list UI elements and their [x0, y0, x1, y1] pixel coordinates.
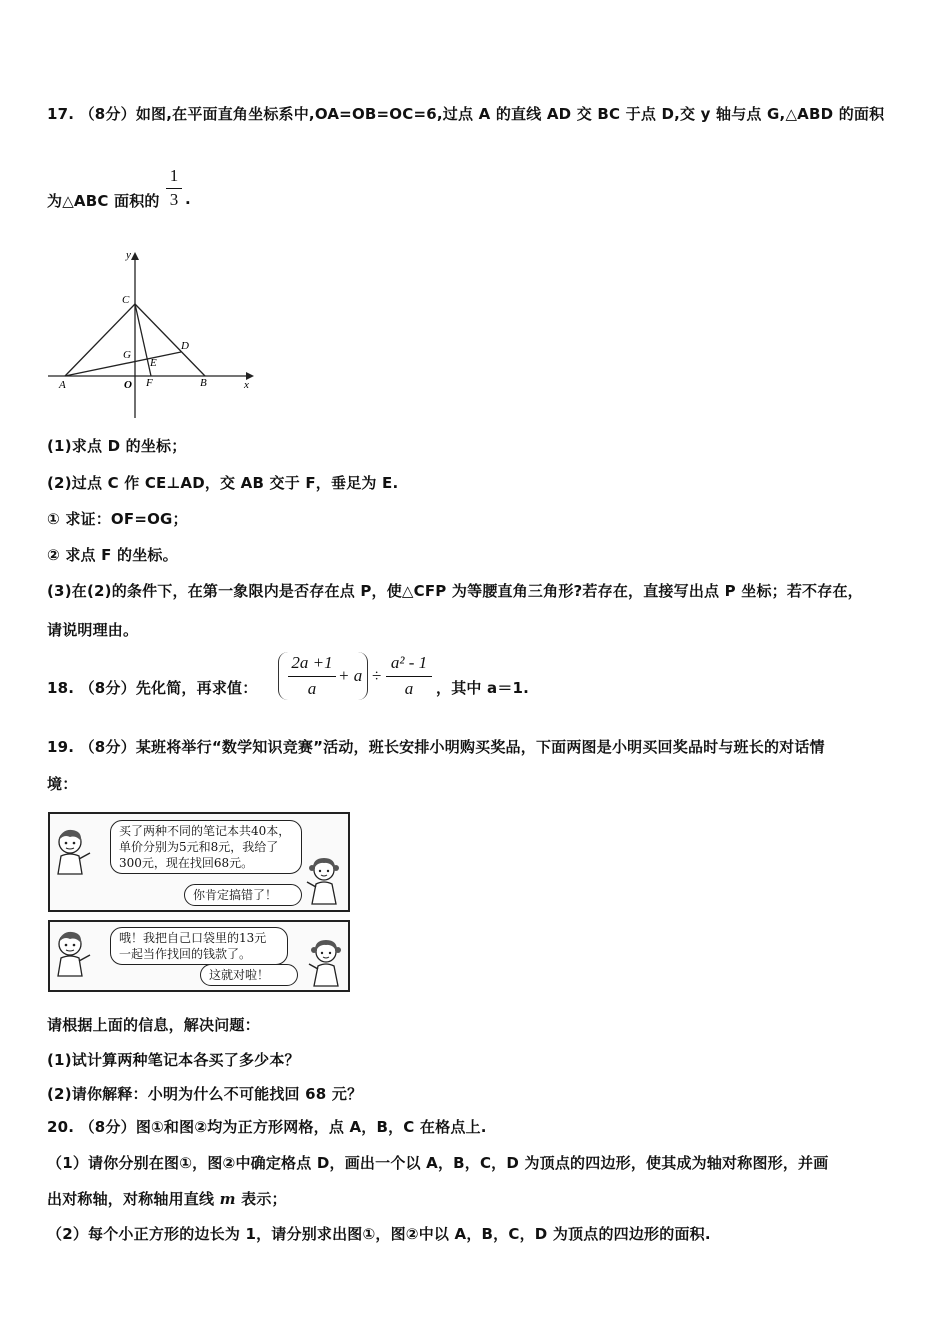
q18-denominator-2: a: [404, 679, 414, 698]
q19-panel2-speech-bubble-2: 这就对啦！: [200, 964, 298, 986]
q19-panel1-bubble1-line2: 单价分别为5元和8元，我给了: [119, 840, 279, 854]
q19-panel2-speech-bubble-1: [110, 927, 288, 965]
q17-part1: (1)求点 D 的坐标；: [47, 437, 187, 455]
q17-part2: (2)过点 C 作 CE⊥AD，交 AB 交于 F，垂足为 E.: [47, 474, 399, 492]
q20-stem: 20. （8分）图①和图②均为正方形网格，点 A，B，C 在格点上.: [47, 1118, 487, 1136]
label-d: D: [181, 340, 189, 352]
q19-stem-line1: 19. （8分）某班将举行“数学知识竞赛”活动，班长安排小明购买奖品，下面两图是小明买回奖品时与班长的对话情: [47, 738, 825, 756]
q17-frac-denominator: 3: [169, 190, 179, 209]
q20-part1-line2: [47, 1188, 287, 1209]
q18-denominator-1: a: [307, 679, 317, 698]
q19-panel1-bubble1-line1: 买了两种不同的笔记本共40本，: [119, 824, 291, 838]
segment-cf: [135, 304, 151, 376]
q17-frac-numerator: 1: [169, 166, 179, 185]
q17-part2-i: ① 求证：OF=OG；: [47, 510, 188, 528]
q17-stem-line2-suffix: .: [185, 190, 191, 208]
q19-panel1-speech-bubble-2: 你肯定搞错了！: [184, 884, 302, 906]
q17-frac-bar: [166, 188, 182, 189]
q20-part1-line2-prefix: 出对称轴，对称轴用直线: [47, 1190, 220, 1208]
q18-numerator-2: a² - 1: [390, 653, 428, 672]
q19-panel1-speech-bubble-1: [110, 820, 302, 874]
q20-part2: （2）每个小正方形的边长为 1，请分别求出图①，图②中以 A，B，C，D 为顶点的四边形的面积.: [47, 1225, 711, 1243]
y-axis-arrow: [131, 252, 139, 260]
q20-part1-line2-suffix: 表示；: [235, 1190, 287, 1208]
boy-illustration-icon: [52, 826, 94, 876]
q19-dialogue-panel-1: [48, 812, 350, 912]
label-c: C: [122, 294, 130, 306]
q20-symbol-m: m: [219, 1190, 236, 1208]
q18-frac-bar-1: [288, 676, 336, 677]
label-b: B: [200, 377, 207, 389]
segment-ac: [65, 304, 135, 376]
segment-bc: [135, 304, 205, 376]
label-f: F: [146, 377, 153, 389]
q17-coordinate-figure: [40, 248, 260, 423]
girl-illustration-icon: [304, 854, 344, 906]
label-y: y: [126, 249, 131, 261]
q17-part3-line1: (3)在(2)的条件下，在第一象限内是否存在点 P，使△CFP 为等腰直角三角形?若存在，直接写出点 P 坐标；若不存在，: [47, 582, 863, 600]
q19-part2: (2)请你解释：小明为什么不可能找回 68 元？: [47, 1085, 363, 1103]
q17-part3-line2: 请说明理由。: [47, 621, 139, 639]
boy-illustration-icon: [52, 928, 94, 978]
q18-prefix: 18. （8分）先化简，再求值：: [47, 679, 258, 697]
label-x: x: [244, 379, 249, 391]
label-e: E: [150, 357, 157, 369]
q19-panel2-bubble1-line1: 哦！我把自己口袋里的13元: [119, 931, 267, 945]
q17-stem-line2-prefix: 为△ABC 面积的: [47, 192, 160, 210]
girl-illustration-icon: [306, 936, 346, 988]
q18-numerator-1: 2a +1: [291, 653, 333, 672]
q19-dialogue-panel-2: [48, 920, 350, 992]
q18-frac-bar-2: [386, 676, 432, 677]
q19-panel2-bubble1-line2: 一起当作找回的钱款了。: [119, 947, 252, 961]
q19-ask: 请根据上面的信息，解决问题：: [47, 1016, 260, 1034]
label-a: A: [59, 379, 66, 391]
q18-divide-sign: ÷: [372, 666, 382, 685]
q18-plus-a: + a: [338, 666, 363, 685]
label-g: G: [123, 349, 131, 361]
q19-panel1-bubble1-line3: 300元，现在找回68元。: [119, 856, 254, 870]
q19-part1: (1)试计算两种笔记本各买了多少本？: [47, 1051, 300, 1069]
q17-part2-ii: ② 求点 F 的坐标。: [47, 546, 178, 564]
q18-suffix: ，其中 a＝1.: [436, 679, 530, 697]
label-o: O: [124, 379, 132, 391]
q17-stem-line1: 17. （8分）如图,在平面直角坐标系中,OA=OB=OC=6,过点 A 的直线 AD 交 BC 于点 D,交 y 轴与点 G,△ABD 的面积: [47, 105, 885, 123]
q19-stem-line2: 境：: [47, 775, 78, 793]
q20-part1-line1: （1）请你分别在图①，图②中确定格点 D，画出一个以 A，B，C，D 为顶点的四边形，使其成为轴对称图形，并画: [47, 1154, 829, 1172]
